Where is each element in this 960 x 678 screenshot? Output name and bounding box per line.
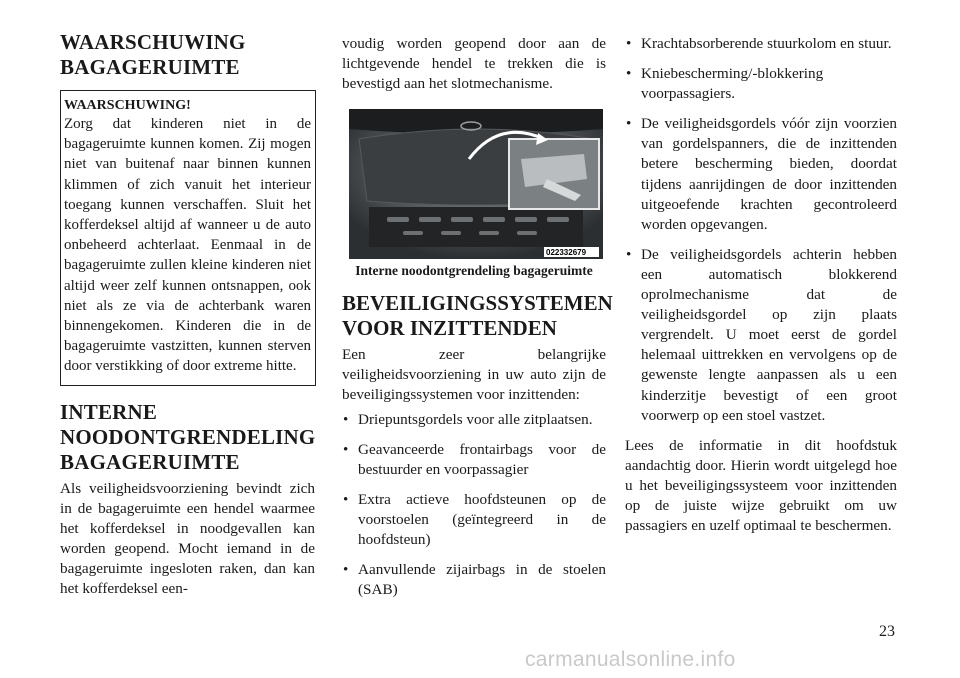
list-item: • Kniebescherming/-blokkering voorpassagiers. <box>625 64 897 104</box>
section-title-emergency-release: INTERNE NOODONTGRENDELING BAGAGERUIMTE <box>60 399 316 474</box>
column-middle <box>342 34 613 610</box>
list-item: • Extra actieve hoofdsteunen op de voorstoelen (geïntegreerd in de hoofdsteun) <box>342 490 606 550</box>
image-caption: Interne noodontgrendeling bagageruimte <box>355 263 593 279</box>
list-item: • Krachtabsorberende stuurkolom en stuur. <box>625 34 897 54</box>
body-text-emergency-release: Als veiligheidsvoorziening bevindt zich in de bagageruimte een hendel waarmee het kofferdeksel in noodgevallen kan worden geopend. Mocht iemand in de bagageruimte ingesloten raken, dan kan het kofferdeksel een- <box>60 479 315 598</box>
body-text-continued: voudig worden geopend door aan de lichtgevende hendel te trekken die is bevestigd aan het slotmechanisme. <box>342 35 606 93</box>
restraint-list-continued <box>625 34 897 426</box>
image-code: 022332679 <box>546 248 587 258</box>
watermark: carmanualsonline.info <box>525 648 736 671</box>
body-text-read-info: Lees de informatie in dit hoofdstuk aandachtig door. Hierin wordt uitgelegd hoe u het beveiligingssysteem voor inzittenden op de juiste wijze gebruikt om uw passagiers en uzelf optimaal te beschermen. <box>625 436 897 535</box>
list-item: • Driepuntsgordels voor alle zitplaatsen. <box>342 410 606 430</box>
column-left <box>60 30 315 599</box>
list-item: • De veiligheidsgordels vóór zijn voorzien van gordelspanners, die de inzittenden betere bescherming bieden, doordat tijdens aanrijdingen de door inzittenden uitgeoefende krachten gecontroleerd worden opgevangen. <box>625 114 897 235</box>
page-number: 23 <box>879 623 895 640</box>
trunk-interior-illustration <box>349 109 603 259</box>
warning-box <box>60 90 316 386</box>
list-item: • Geavanceerde frontairbags voor de bestuurder en voorpassagier <box>342 440 606 480</box>
restraint-list <box>342 410 606 601</box>
trunk-release-photo <box>349 109 603 259</box>
warning-label: WAARSCHUWING! <box>64 98 191 113</box>
list-item: • De veiligheidsgordels achterin hebben een automatisch blokkerend oprolmechanisme dat de veiligheidsgordel op zijn plaats vergrendelt. U moet eerst de gordel helemaal uittrekken en vervolgens op de gewenste lengte aanpassen als u een kinderzitje bevestigt of een groot voorwerp op een stoel vastzet. <box>625 245 897 426</box>
list-item: • Aanvullende zijairbags in de stoelen (SAB) <box>342 560 606 600</box>
section-title-trunk-warning: WAARSCHUWING BAGAGERUIMTE <box>60 30 246 79</box>
column-right <box>625 34 897 536</box>
warning-text: Zorg dat kinderen niet in de bagageruimte kunnen komen. Zij mogen niet van buitenaf naar binnen kunnen klimmen of zich vanuit het interieur toegang kunnen verschaffen. Sluit het kofferdeksel altijd af wanneer u de auto onbeheerd achterlaat. Eenmaal in de bagageruimte zullen kleine kinderen niet altijd weer zelf kunnen ontsnappen, ook niet als ze via de achterbank waren binnengekomen. Kinderen die in de bagageruimte vastzitten, kunnen sterven door verstikking of door extreme hitte. <box>64 116 311 375</box>
section-title-restraint-systems: BEVEILIGINGSSYSTEMEN VOOR INZITTENDEN <box>342 291 613 341</box>
intro-text: Een zeer belangrijke veiligheidsvoorziening in uw auto zijn de beveiligingssystemen voor inzittenden: <box>342 346 606 404</box>
